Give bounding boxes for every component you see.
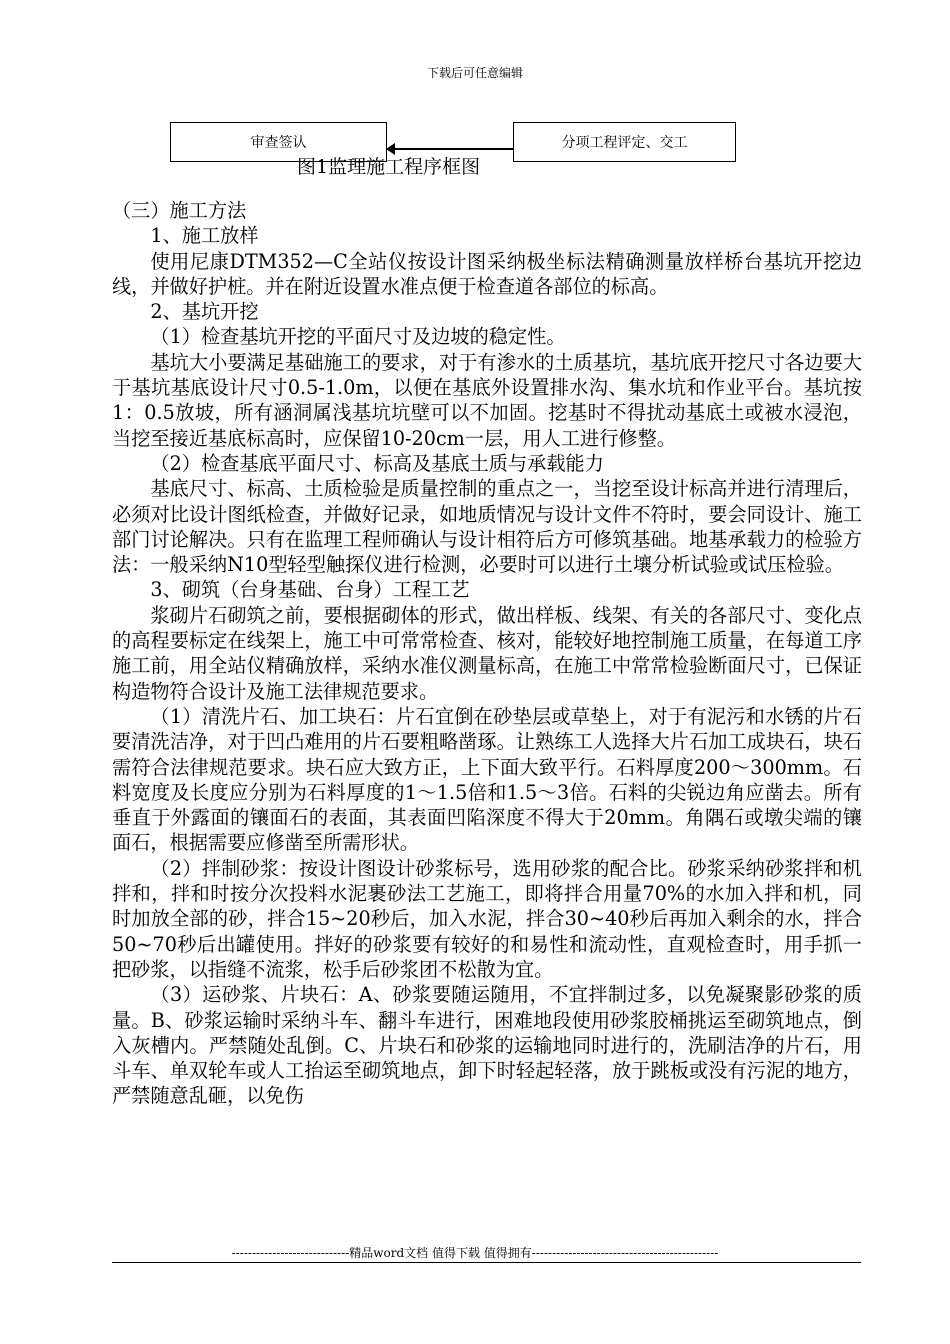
paragraph: 浆砌片石砌筑之前，要根据砌体的形式，做出样板、线架、有关的各部尺寸、变化点的高程要标定在线架上，施工中可常常检查、核对，能较好地控制施工质量，在每道工序施工前，用全站仪精确放样，采纳水准仪测量标高，在施工中常常检验断面尺寸，已保证构造物符合设计及施工法律规范要求。 (112, 603, 862, 703)
header-note: 下载后可任意编辑 (426, 66, 523, 80)
flow-box-acceptance-label: 分项工程评定、交工 (561, 135, 688, 151)
document-body (112, 198, 862, 1109)
paragraph: （2）拌制砂浆：按设计图设计砂浆标号，选用砂浆的配合比。砂浆采纳砂浆拌和机拌和，拌和时按分次投料水泥裹砂法工艺施工，即将拌合用量70%的水加入拌和机，同时加放全部的砂，拌合15~20秒后，加入水泥，拌合30~40秒后再加入剩余的水，拌合50~70秒后出罐使用。拌好的砂浆要有较好的和易性和流动性，直观检查时，用手抓一把砂浆，以指缝不流浆，松手后砂浆团不松散为宜。 (112, 856, 862, 981)
paragraph: （1）清洗片石、加工块石：片石宜倒在砂垫层或草垫上，对于有泥污和水锈的片石要清洗洁净，对于凹凸难用的片石要粗略凿琢。让熟练工人选择大片石加工成块石，块石需符合法律规范要求。块石应大致方正，上下面大致平行。石料厚度200～300mm。石料宽度及长度应分别为石料厚度的1～1.5倍和1.5～3倍。石料的尖锐边角应凿去。所有垂直于外露面的镶面石的表面，其表面凹陷深度不得大于20mm。角隅石或墩尖端的镶面石，根据需要应修凿至所需形状。 (112, 704, 862, 855)
paragraph: （3）运砂浆、片块石：A、砂浆要随运随用，不宜拌制过多，以免凝聚影砂浆的质量。B、砂浆运输时采纳斗车、翻斗车进行，困难地段使用砂浆胶桶挑运至砌筑地点，倒入灰槽内。严禁随处乱倒。C、片块石和砂浆的运输地同时进行的，洗刷洁净的片石，用斗车、单双轮车或人工抬运至砌筑地点，卸下时轻起轻落，放于跳板或没有污泥的地方，严禁随意乱砸，以免伤 (112, 983, 862, 1108)
subsection-heading: 3、砌筑（台身基础、台身）工程工艺 (150, 578, 470, 602)
flow-arrow-line (392, 148, 513, 150)
footer-note: -----------------------------精品word文档 值得下载 值得拥有---------------------------------------------- (231, 1246, 719, 1260)
section-heading: （三）施工方法 (112, 199, 247, 222)
item-heading: （1）检查基坑开挖的平面尺寸及边坡的稳定性。 (150, 325, 566, 349)
paragraph: 使用尼康DTM352—C全站仪按设计图采纳极坐标法精确测量放样桥台基坑开挖边线，并做好护桩。并在附近设置水准点便于检查道各部位的标高。 (112, 249, 862, 298)
item-heading: （2）检查基底平面尺寸、标高及基底土质与承载能力 (150, 451, 604, 475)
subsection-heading: 1、施工放样 (150, 224, 259, 248)
flow-box-acceptance (513, 122, 736, 162)
paragraph: 基坑大小要满足基础施工的要求，对于有渗水的土质基坑，基坑底开挖尺寸各边要大于基坑基底设计尺寸0.5-1.0m，以便在基底外设置排水沟、集水坑和作业平台。基坑按1：0.5放坡，所有涵洞属浅基坑坑壁可以不加固。挖基时不得扰动基底土或被水浸泡，当挖至接近基底标高时，应保留10-20cm一层，用人工进行修整。 (112, 350, 862, 450)
paragraph: 基底尺寸、标高、土质检验是质量控制的重点之一，当挖至设计标高并进行清理后，必须对比设计图纸检查，并做好记录，如地质情况与设计文件不符时，要会同设计、施工部门讨论解决。只有在监理工程师确认与设计相符后方可修筑基础。地基承载力的检验方法：一般采纳N10型轻型触探仪进行检测，必要时可以进行土壤分析试验或试压检验。 (112, 477, 862, 577)
figure-caption: 图1监理施工程序框图 (297, 156, 481, 178)
footer-rule (112, 1262, 861, 1263)
subsection-heading: 2、基坑开挖 (150, 300, 259, 324)
flow-box-review-label: 审查签认 (250, 135, 307, 151)
